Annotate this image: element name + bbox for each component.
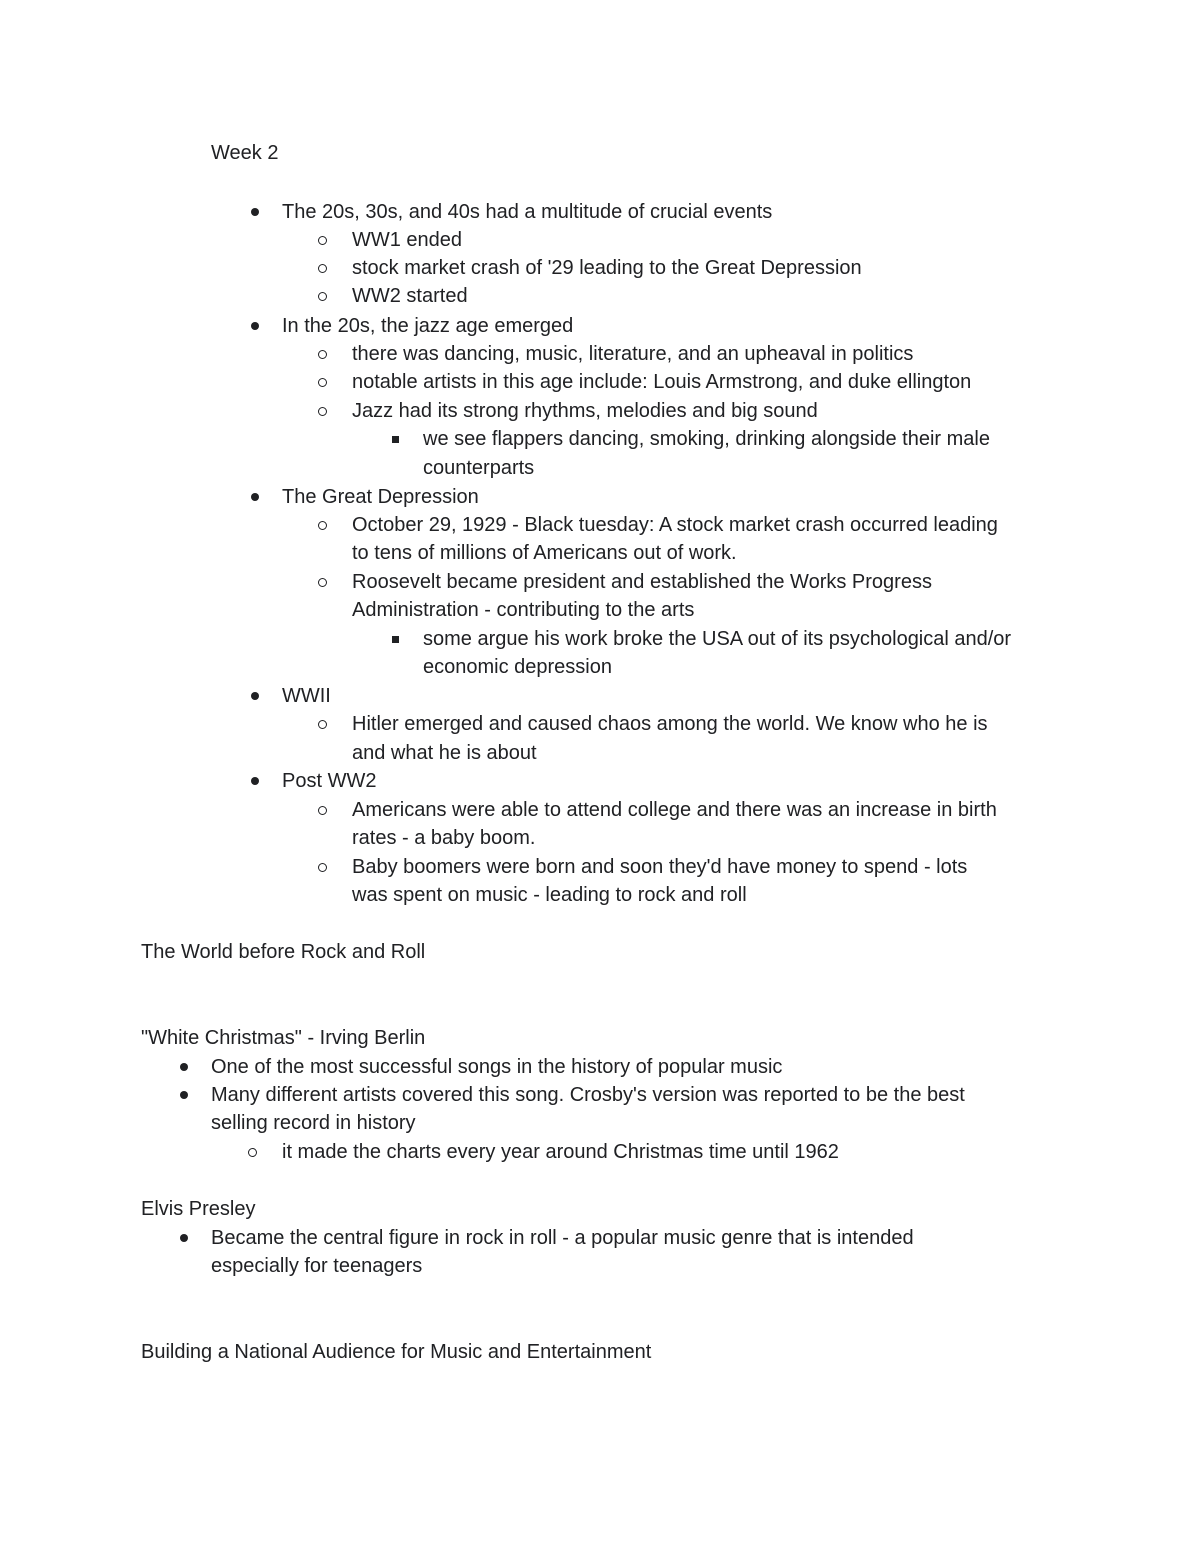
list-item: Baby boomers were born and soon they'd have money to spend - lots	[352, 856, 968, 878]
list-item: Americans were able to attend college and there was an increase in birth	[352, 799, 997, 821]
list-item: In the 20s, the jazz age emerged	[282, 315, 574, 337]
bullet-circle	[318, 863, 327, 872]
list-item: WWII	[282, 685, 331, 707]
list-item: The 20s, 30s, and 40s had a multitude of crucial events	[282, 201, 773, 223]
list-item: notable artists in this age include: Louis Armstrong, and duke ellington	[352, 371, 972, 393]
bullet-circle	[318, 806, 327, 815]
list-item: Roosevelt became president and established the Works Progress	[352, 571, 932, 593]
bullet-dot	[251, 208, 259, 216]
list-item: October 29, 1929 - Black tuesday: A stock market crash occurred leading	[352, 514, 998, 536]
subsection-heading: Elvis Presley	[141, 1198, 256, 1220]
list-item-continuation: especially for teenagers	[211, 1255, 423, 1277]
bullet-dot	[180, 1063, 188, 1071]
bullet-dot	[251, 493, 259, 501]
list-item: Post WW2	[282, 770, 377, 792]
list-item-continuation: rates - a baby boom.	[352, 827, 536, 849]
bullet-circle	[318, 521, 327, 530]
bullet-dot	[251, 777, 259, 785]
list-item-continuation: and what he is about	[352, 742, 537, 764]
bullet-circle	[318, 378, 327, 387]
list-item-continuation: selling record in history	[211, 1112, 416, 1134]
week-title: Week 2	[211, 142, 279, 164]
list-item-continuation: economic depression	[423, 656, 612, 678]
bullet-dot	[180, 1234, 188, 1242]
list-item: Many different artists covered this song. Crosby's version was reported to be the best	[211, 1084, 965, 1106]
list-item: WW2 started	[352, 285, 468, 307]
bullet-dot	[251, 692, 259, 700]
bullet-circle	[318, 350, 327, 359]
bullet-circle	[318, 407, 327, 416]
subsection-heading: "White Christmas" - Irving Berlin	[141, 1027, 426, 1049]
bullet-circle	[318, 720, 327, 729]
list-item-continuation: was spent on music - leading to rock and roll	[352, 884, 747, 906]
list-item: Hitler emerged and caused chaos among the world. We know who he is	[352, 713, 988, 735]
section-heading: The World before Rock and Roll	[141, 941, 426, 963]
list-item: we see flappers dancing, smoking, drinking alongside their male	[423, 428, 990, 450]
bullet-dot	[251, 322, 259, 330]
list-item-continuation: to tens of millions of Americans out of work.	[352, 542, 737, 564]
bullet-circle	[248, 1148, 257, 1157]
list-item: The Great Depression	[282, 486, 479, 508]
list-item-continuation: Administration - contributing to the arts	[352, 599, 695, 621]
section-heading: Building a National Audience for Music and Entertainment	[141, 1341, 652, 1363]
list-item: stock market crash of '29 leading to the Great Depression	[352, 257, 862, 279]
bullet-dot	[180, 1091, 188, 1099]
bullet-square	[392, 636, 399, 643]
bullet-circle	[318, 578, 327, 587]
list-item: One of the most successful songs in the history of popular music	[211, 1056, 783, 1078]
list-item: Jazz had its strong rhythms, melodies and big sound	[352, 400, 818, 422]
list-item: Became the central figure in rock in roll - a popular music genre that is intended	[211, 1227, 914, 1249]
list-item: it made the charts every year around Christmas time until 1962	[282, 1141, 839, 1163]
bullet-circle	[318, 264, 327, 273]
list-item-continuation: counterparts	[423, 457, 535, 479]
list-item: WW1 ended	[352, 229, 463, 251]
bullet-circle	[318, 236, 327, 245]
bullet-circle	[318, 292, 327, 301]
list-item: some argue his work broke the USA out of its psychological and/or	[423, 628, 1012, 650]
list-item: there was dancing, music, literature, and an upheaval in politics	[352, 343, 914, 365]
bullet-square	[392, 436, 399, 443]
